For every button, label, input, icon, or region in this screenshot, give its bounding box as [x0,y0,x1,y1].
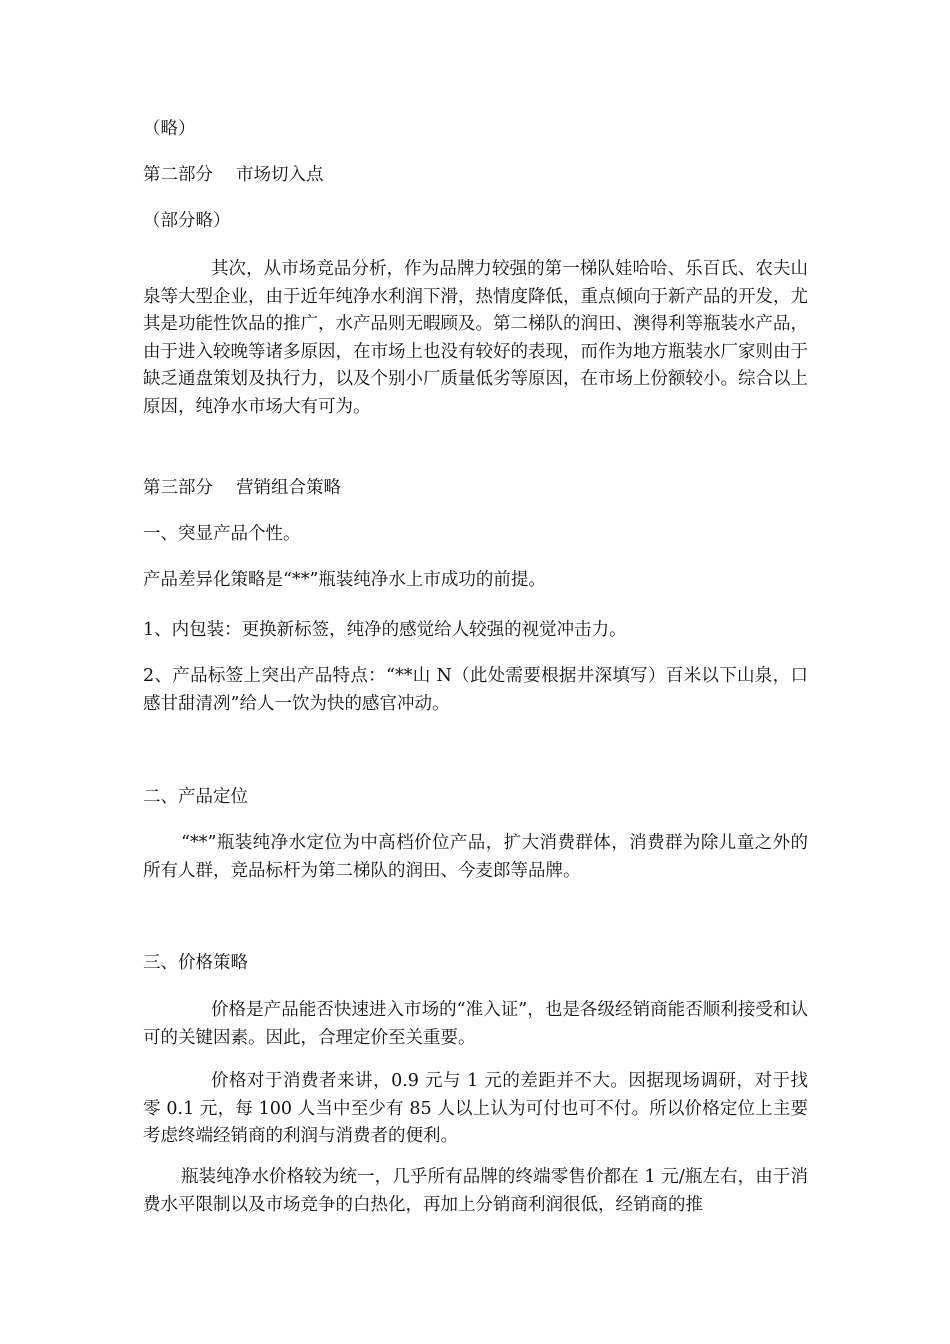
subsection-title-pricing: 三、价格策略 [143,953,248,973]
subsection-title-product-personality: 一、突显产品个性。 [143,524,301,544]
subsection-title-positioning: 二、产品定位 [143,787,248,807]
list-item-label-feature: 2、产品标签上突出产品特点：“**山 N（此处需要根据井深填写）百米以下山泉，口感甘甜清冽”给人一饮为快的感官冲动。 [143,666,808,714]
list-item-inner-packaging: 1、内包装：更换新标签，纯净的感觉给人较强的视觉冲击力。 [143,620,627,640]
part2-body-paragraph: 其次，从市场竞品分析，作为品牌力较强的第一梯队娃哈哈、乐百氏、农夫山泉等大型企业，由于近年纯净水利润下滑，热情度降低，重点倾向于新产品的开发，尤其是功能性饮品的推广，水产品则无暇顾及。第二梯队的润田、澳得利等瓶装水产品，由于进入较晚等诸多原因，在市场上也没有较好的表现，而作为地方瓶装水厂家则由于缺乏通盘策划及执行力，以及个别小厂质量低劣等原因，在市场上份额较小。综合以上原因，纯净水市场大有可为。 [143,259,808,417]
differentiation-intro: 产品差异化策略是“**”瓶装纯净水上市成功的前提。 [143,570,546,590]
omitted-note: （略） [143,119,196,139]
pricing-paragraph-1: 价格是产品能否快速进入市场的“准入证”，也是各级经销商能否顺利接受和认可的关键因素。因此，合理定价至关重要。 [143,1000,808,1048]
pricing-paragraph-2: 价格对于消费者来讲，0.9 元与 1 元的差距并不大。因据现场调研，对于找零 0.1 元，每 100 人当中至少有 85 人以上认为可付也可不付。所以价格定位上主要考虑终端经销商的利润与消费者的便利。 [143,1071,808,1146]
section-title-part3: 第三部分 营销组合策略 [143,478,342,498]
section-title-part2: 第二部分 市场切入点 [143,165,324,185]
partially-omitted-note: （部分略） [143,211,231,231]
pricing-paragraph-3: 瓶装纯净水价格较为统一，几乎所有品牌的终端零售价都在 1 元/瓶左右，由于消费水平限制以及市场竞争的白热化，再加上分销商利润很低，经销商的推 [143,1167,808,1215]
positioning-paragraph: “**”瓶装纯净水定位为中高档价位产品，扩大消费群体，消费群为除儿童之外的所有人群，竞品标杆为第二梯队的润田、今麦郎等品牌。 [143,833,808,881]
